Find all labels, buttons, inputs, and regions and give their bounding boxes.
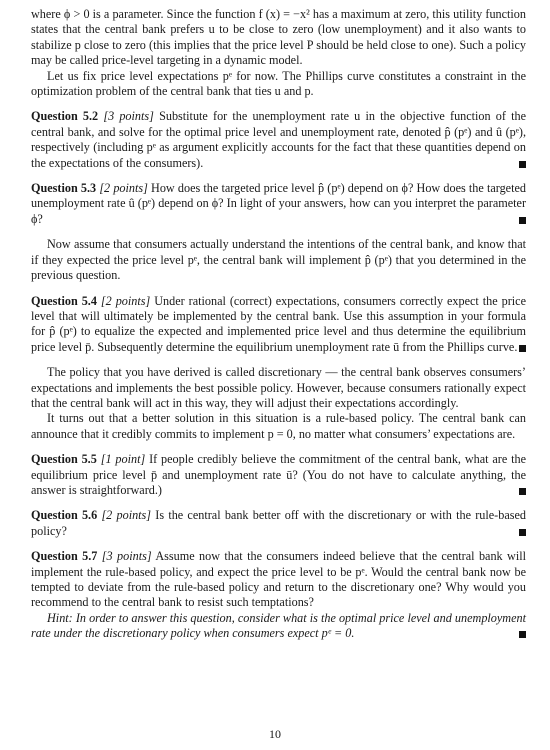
question-points: [3 points] <box>103 109 154 124</box>
end-of-question-mark <box>519 488 526 495</box>
question-label: Question 5.7 <box>31 549 98 564</box>
question-text: Is the central bank better off with the discretionary or with the rule-based policy? <box>31 508 526 538</box>
question-points: [3 points] <box>101 549 152 564</box>
end-of-question-mark <box>519 345 526 352</box>
question-points: [2 points] <box>99 181 148 196</box>
question-5-5 <box>31 452 526 498</box>
question-label: Question 5.2 <box>31 109 99 124</box>
question-text: Assume now that the consumers indeed believe that the central bank will implement the rule-based policy, and expect the price level to be pᵉ. Would the central bank now be tempted to deviate from the rule-based policy and return to the discretionary one? Why would you recommend to the central bank to resist such temptations? <box>31 549 526 610</box>
question-5-2 <box>31 109 526 171</box>
question-5-3 <box>31 181 526 227</box>
question-text: How does the targeted price level p̂ (pᵉ) depend on ϕ? How does the targeted unemployment rate û (pᵉ) depend on ϕ? In light of your answers, how can you interpret the parameter ϕ? <box>31 181 526 226</box>
question-hint: Hint: In order to answer this question, consider what is the optimal price level and unemployment rate under the discretionary policy when consumers expect pᵉ = 0. <box>31 610 526 641</box>
question-text: Under rational (correct) expectations, consumers correctly expect the price level that will ultimately be implemented by the central bank. Use this assumption in your formula for p̂ (pᵉ) to equalize the expected and implemented price level and thus determine the equilibrium price level p̄. Subsequently determine the equilibrium unemployment rate ū from the Phillips curve. <box>31 293 526 354</box>
paragraph-intro: where ϕ > 0 is a parameter. Since the function f (x) = −x² has a maximum at zero, this utility function states that the central bank prefers u to be close to zero (low unemployment) and it also wants to stabilize p close to zero (this implies that the price level P should be held close to one). Such a policy may be called price-level targeting in a dynamic model. <box>31 7 526 68</box>
question-points: [2 points] <box>100 293 151 308</box>
question-5-6 <box>31 508 526 539</box>
question-5-4 <box>31 294 526 356</box>
paragraph-assume: Now assume that consumers actually understand the intentions of the central bank, and know that if they expected the price level pᵉ, the central bank will implement p̂ (pᵉ) that you determined in the previous question. <box>31 237 526 283</box>
paragraph-rule-based: It turns out that a better solution in this situation is a rule-based policy. The central bank can announce that it credibly commits to implement p = 0, no matter what consumers’ expectations are. <box>31 411 526 441</box>
question-label: Question 5.5 <box>31 452 97 467</box>
paragraph-discretionary: The policy that you have derived is called discretionary — the central bank observes consumers’ expectations and implements the best possible policy. However, because consumers rationally expect that the central bank will act in this way, they will adjust their expectations accordingly. <box>31 365 526 410</box>
question-label: Question 5.6 <box>31 508 98 523</box>
end-of-question-mark <box>519 161 526 168</box>
question-points: [1 point] <box>100 452 146 467</box>
question-label: Question 5.4 <box>31 293 97 308</box>
question-label: Question 5.3 <box>31 181 97 196</box>
page-number: 10 <box>269 727 281 741</box>
paragraph-fix-expectations: Let us fix price level expectations pᵉ for now. The Phillips curve constitutes a constraint in the optimization problem of the central bank that ties u and p. <box>31 68 526 99</box>
question-text: If people credibly believe the commitment of the central bank, what are the equilibrium price level p̄ and unemployment rate ū? (You do not have to calculate anything, the answer is straightforward.) <box>31 452 527 497</box>
end-of-question-mark <box>519 217 526 224</box>
end-of-question-mark <box>519 631 526 638</box>
question-text: Substitute for the unemployment rate u in the objective function of the central bank, and solve for the optimal price level and unemployment rate, denoted p̂ (pᵉ) and û (pᵉ), respectively (including pᵉ as argument explicitly accounts for the fact that these quantities depend on the expectations of the consumers). <box>31 109 527 170</box>
question-5-7 <box>31 549 526 641</box>
end-of-question-mark <box>519 529 526 536</box>
question-points: [2 points] <box>101 508 152 523</box>
